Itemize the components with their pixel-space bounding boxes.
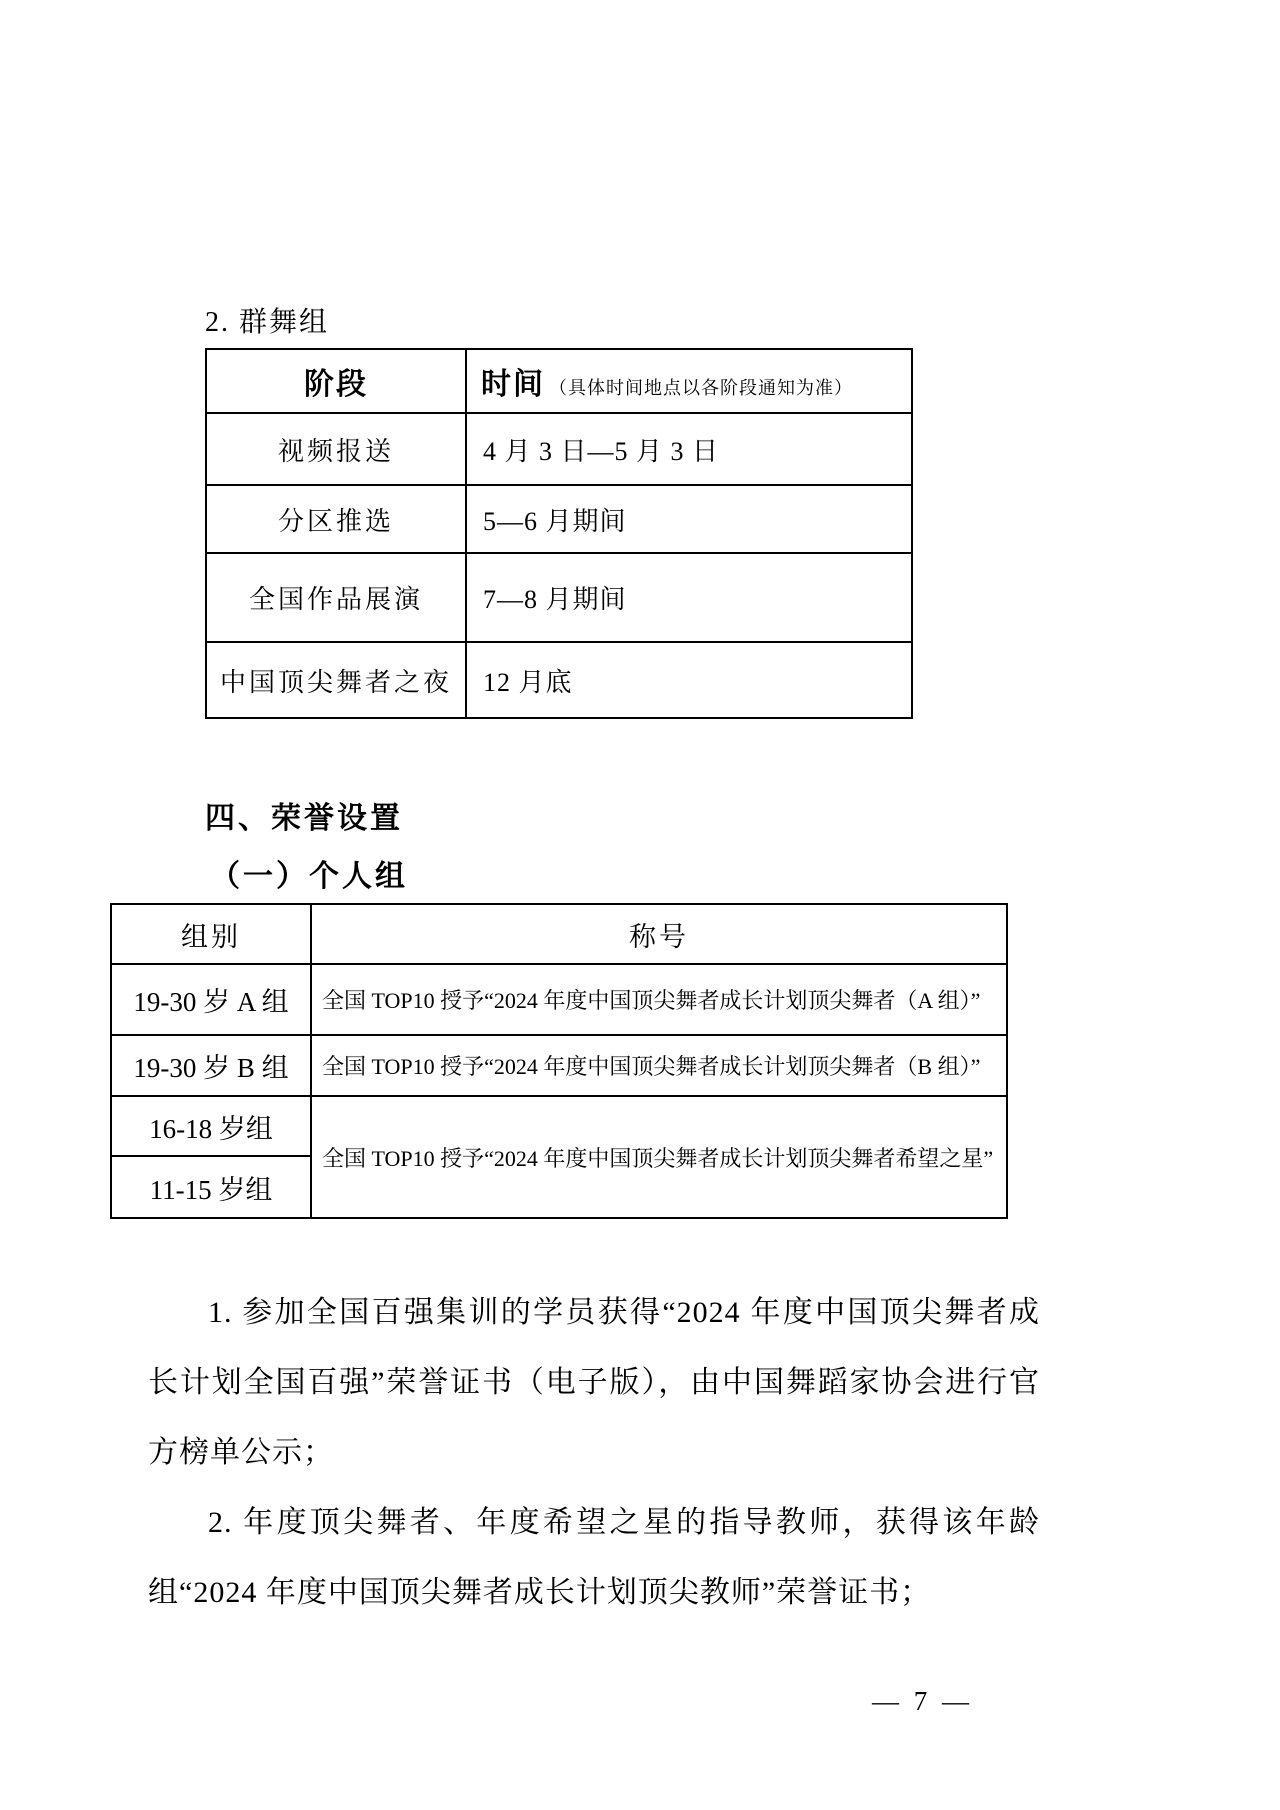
schedule-header-row <box>206 349 912 413</box>
table-row <box>111 1096 1007 1156</box>
honor-header-row <box>111 904 1007 964</box>
schedule-time-cell: 4 月 3 日—5 月 3 日 <box>466 413 912 485</box>
section-title-group-dance: 2. 群舞组 <box>205 307 330 338</box>
schedule-time-cell: 12 月底 <box>466 642 912 718</box>
schedule-stage-cell: 分区推选 <box>206 485 466 553</box>
table-row <box>206 485 912 553</box>
honor-group-cell: 19-30 岁 A 组 <box>111 964 311 1035</box>
body-text-block <box>148 1278 1040 1628</box>
paragraph-national-top100: 1. 参加全国百强集训的学员获得“2024 年度中国顶尖舞者成长计划全国百强”荣誉证书（电子版），由中国舞蹈家协会进行官方榜单公示； <box>148 1296 1040 1469</box>
table-row <box>206 642 912 718</box>
table-row <box>206 413 912 485</box>
section-title-honor-settings: 四、荣誉设置 <box>205 802 403 835</box>
schedule-header-time <box>466 349 912 413</box>
page-number: — 7 — <box>872 1686 973 1716</box>
schedule-header-stage-label: 阶段 <box>304 368 368 401</box>
schedule-stage-cell: 全国作品展演 <box>206 553 466 642</box>
honor-group-cell: 19-30 岁 B 组 <box>111 1035 311 1096</box>
schedule-header-stage <box>206 349 466 413</box>
table-row <box>111 1035 1007 1096</box>
honor-header-group: 组别 <box>111 904 311 964</box>
schedule-header-time-note: （具体时间地点以各阶段通知为准） <box>549 378 853 398</box>
honor-group-cell: 11-15 岁组 <box>111 1156 311 1218</box>
paragraph-top-teacher: 2. 年度顶尖舞者、年度希望之星的指导教师，获得该年龄组“2024 年度中国顶尖舞者成长计划顶尖教师”荣誉证书； <box>148 1506 1040 1609</box>
schedule-time-cell: 7—8 月期间 <box>466 553 912 642</box>
individual-honor-table <box>110 903 1008 1219</box>
schedule-time-cell: 5—6 月期间 <box>466 485 912 553</box>
honor-title-cell: 全国 TOP10 授予“2024 年度中国顶尖舞者成长计划顶尖舞者（B 组）” <box>311 1035 1007 1096</box>
schedule-stage-cell: 中国顶尖舞者之夜 <box>206 642 466 718</box>
table-row <box>206 553 912 642</box>
subsection-title-individual-group: （一）个人组 <box>210 860 408 893</box>
table-row <box>111 964 1007 1035</box>
honor-title-merged-cell: 全国 TOP10 授予“2024 年度中国顶尖舞者成长计划顶尖舞者希望之星” <box>311 1096 1007 1218</box>
honor-header-title: 称号 <box>311 904 1007 964</box>
honor-title-cell: 全国 TOP10 授予“2024 年度中国顶尖舞者成长计划顶尖舞者（A 组）” <box>311 964 1007 1035</box>
schedule-stage-cell: 视频报送 <box>206 413 466 485</box>
schedule-header-time-label: 时间 <box>481 368 545 401</box>
group-dance-schedule-table <box>205 348 913 719</box>
honor-group-cell: 16-18 岁组 <box>111 1096 311 1156</box>
